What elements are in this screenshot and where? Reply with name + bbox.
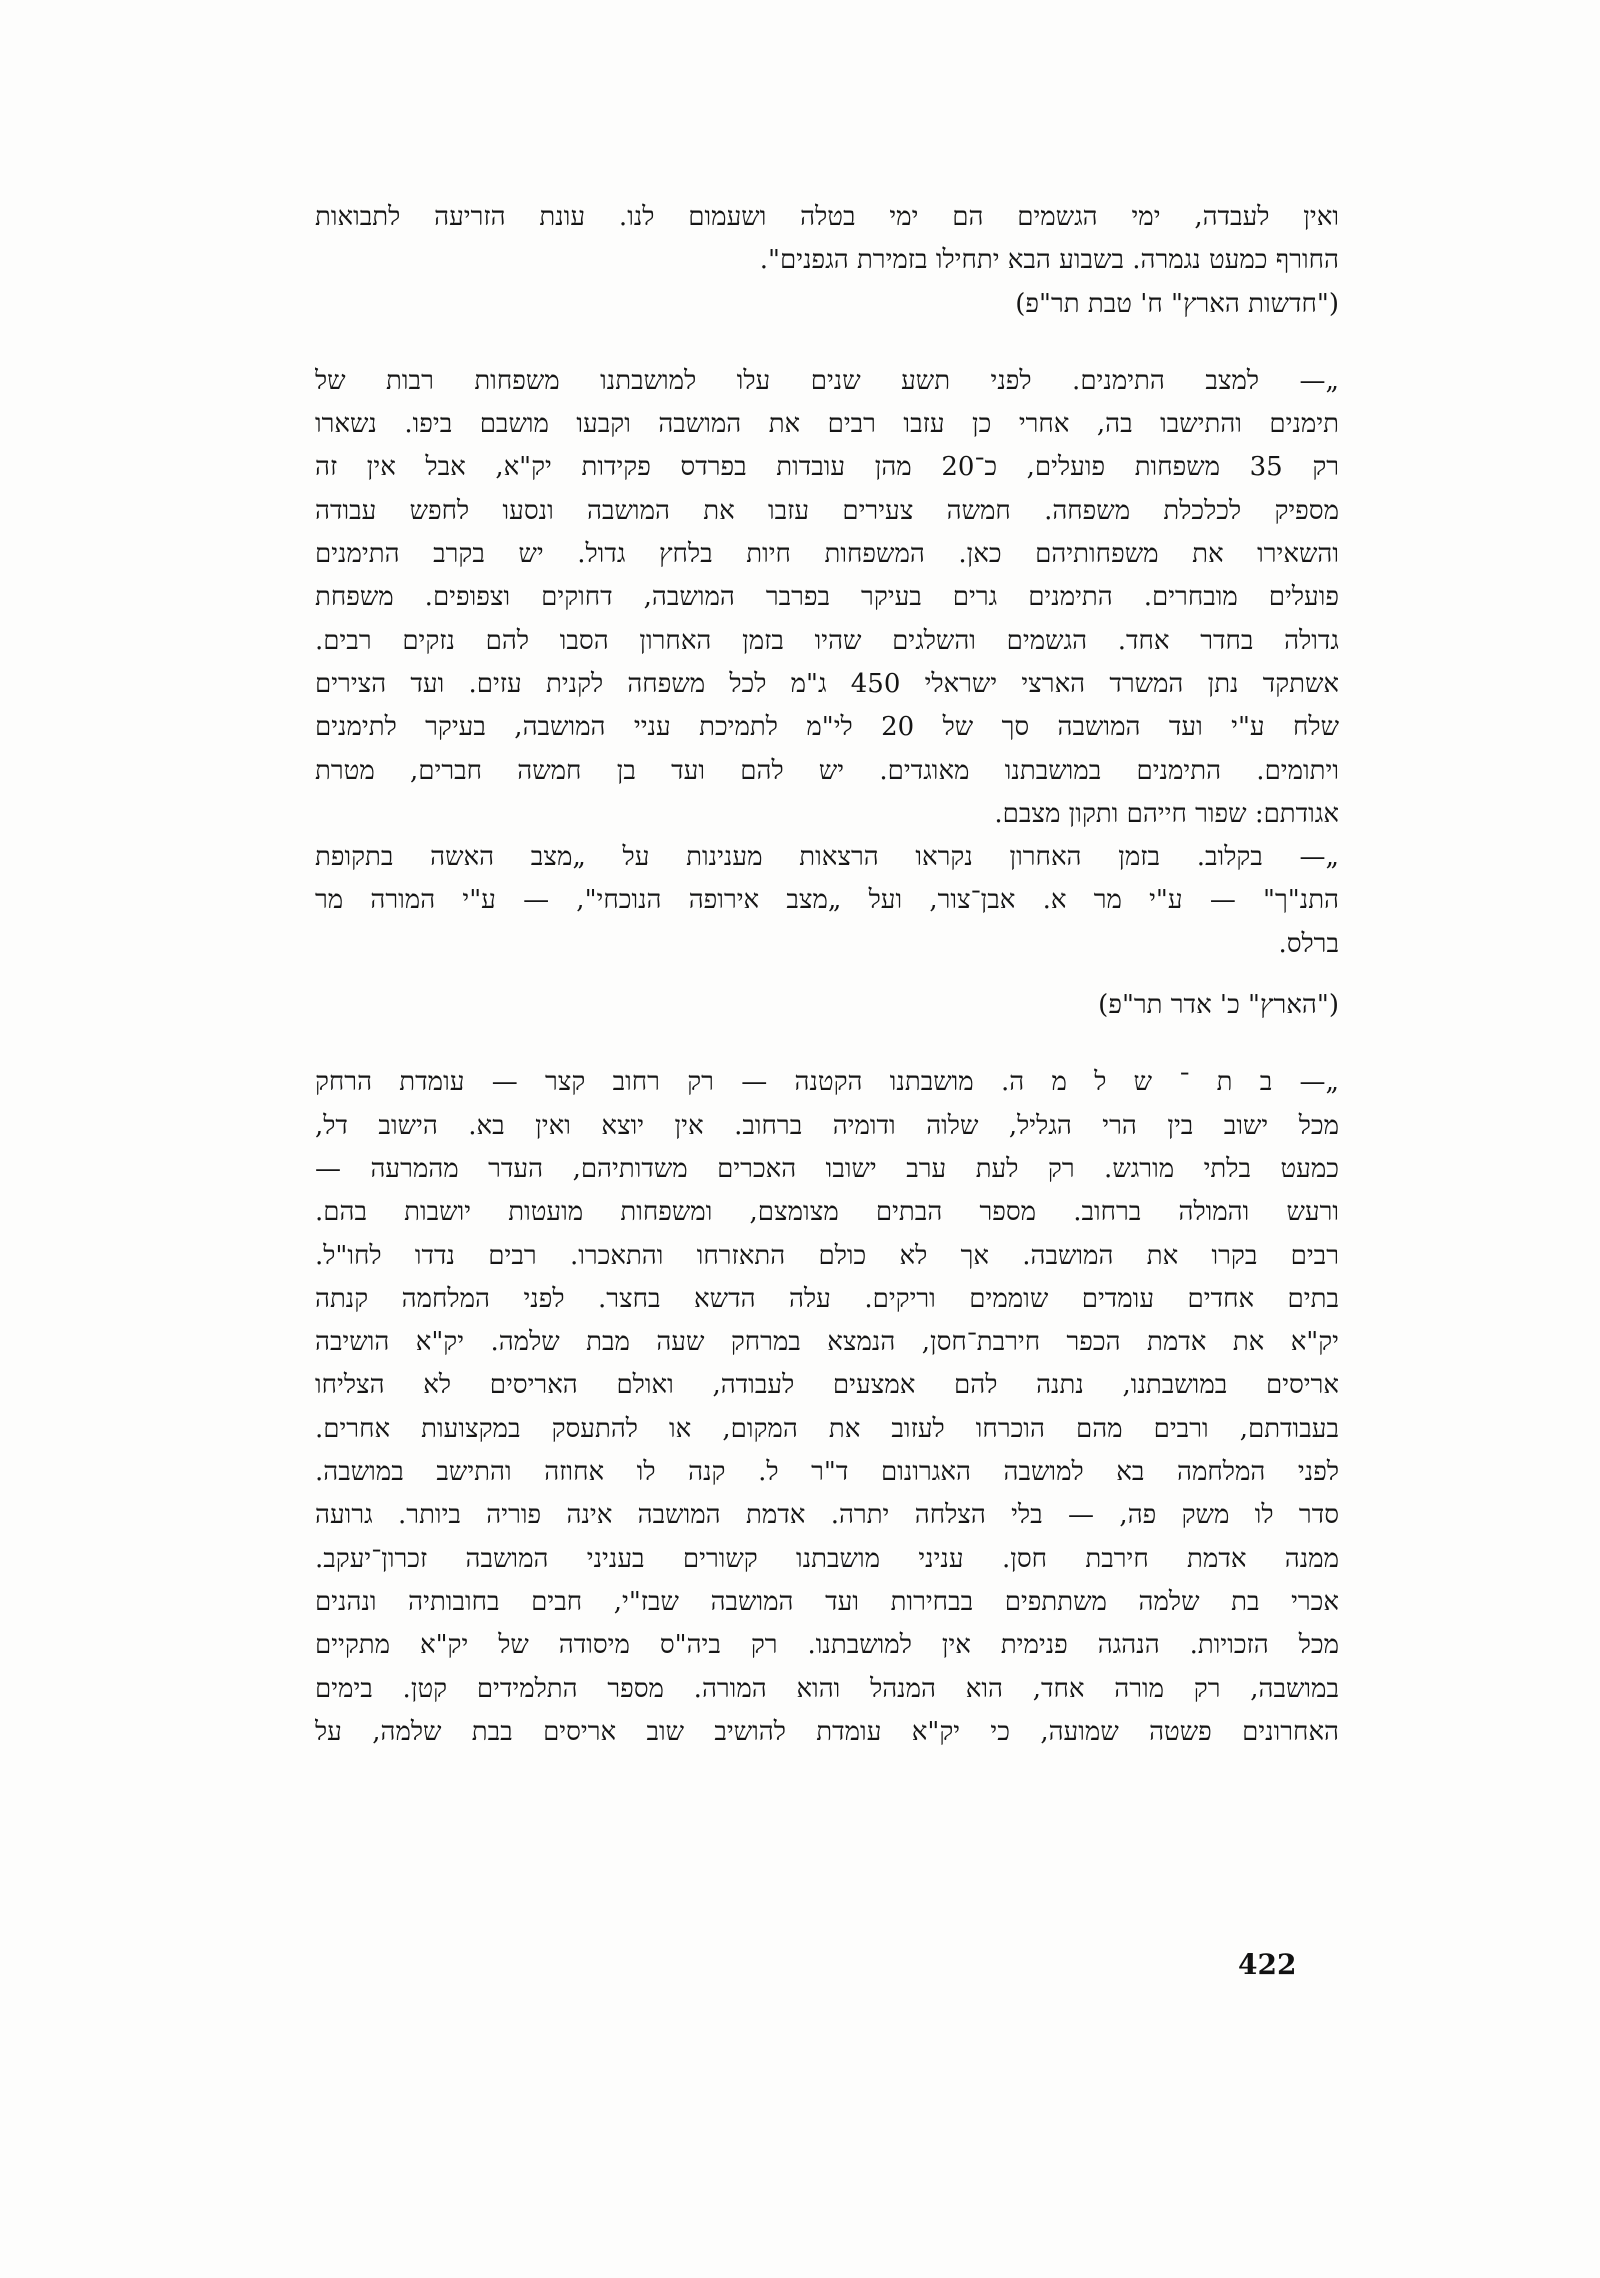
text-line: והשאירו את משפחותיהם כאן. המשפחות חיות בלחץ גדול. יש בקרב התימנים [315, 539, 1339, 570]
text-line: בעבודתם, ורבים מהם הוכרחו לעזוב את המקום, או להתעסק במקצועות אחרים. [315, 1413, 1339, 1444]
paragraph-club [315, 836, 1339, 1027]
text-line: ורעש והמולה ברחוב. מספר הבתים מצומצם, ומשפחות מועטות יושבות בהם. [315, 1197, 1339, 1228]
text-line: החורף כמעט נגמרה. בשבוע הבא יתחילו בזמירת הגפנים". [759, 245, 1339, 276]
text-line: אשתקד נתן המשרד הארצי ישראלי 450 ג"מ לכל משפחה לקנית עזים. ועד הצירים [315, 668, 1339, 699]
text-line: אגודתם: שפור חייהם ותקון מצבם. [994, 798, 1339, 829]
text-line: מכל הזכויות. הנהגה פנימית אין למושבתנו. רק ביה"ס מיסודה של יק"א מתקיים [315, 1630, 1339, 1661]
text-line: מספיק לכלכלת משפחה. חמשה צעירים עזבו את המושבה ונסעו לחפש עבודה [315, 495, 1339, 526]
text-line: „— בקלוב. בזמן האחרון נקראו הרצאות מענינות על „מצב האשה בתקופת [315, 842, 1339, 873]
text-line: אריסים במושבתנו, נתנה להם אמצעים לעבודה, ואולם האריסים לא הצליחו [315, 1370, 1339, 1401]
text-line: פועלים מובחרים. התימנים גרים בעיקר בפרבר המושבה, דחוקים וצפופים. משפחת [315, 582, 1339, 613]
text-line: לפני המלחמה בא למושבה האגרונום ד"ר ל. קנה לו אחוזה והתישב במושבה. [315, 1457, 1339, 1488]
text-line: „— ב ת ־ ש ל מ ה. מושבתנו הקטנה — רק רחוב קצר — עומדת הרחק [315, 1067, 1339, 1098]
document-body [315, 196, 1339, 1754]
text-line: רק 35 משפחות פועלים, כ־20 מהן עובדות בפרדס פקידות יק"א, אבל אין זה [315, 452, 1339, 483]
text-line: „— למצב התימנים. לפני תשע שנים עלו למושבתנו משפחות רבות של [315, 365, 1339, 396]
paragraph-bat-shlomo [315, 1061, 1339, 1754]
text-line: אכרי בת שלמה משתתפים בבחירות ועד המושבה שבז"י, חבים בחובותיה ונהנים [315, 1586, 1339, 1617]
text-line: רבים בקרו את המושבה. אך לא כולם התאזרחו והתאכרו. רבים נדדו לחו"ל. [315, 1240, 1339, 1271]
text-line: התנ"ך" — ע"י מר א. אבן־צור, ועל „מצב אירופה הנוכחי", — ע"י המורה מר [315, 885, 1339, 916]
source-citation: ("הארץ" כ' אדר תר"פ) [1098, 990, 1339, 1021]
paragraph-continuation [315, 196, 1339, 326]
text-line: במושבה, רק מורה אחד, הוא המנהל והוא המורה. מספר התלמידים קטן. בימים [315, 1673, 1339, 1704]
text-line: בתים אחדים עומדים שוממים וריקים. עלה הדשא בחצר. לפני המלחמה קנתה [315, 1283, 1339, 1314]
source-citation: ("חדשות הארץ" ח' טבת תר"פ) [1015, 288, 1339, 319]
text-line: ואין לעבדה, ימי הגשמים הם ימי בטלה ושעמום לנו. עונת הזריעה לתבואות [315, 202, 1339, 232]
text-line: ויתומים. התימנים במושבתנו מאוגדים. יש להם ועד בן חמשה חברים, מטרת [315, 755, 1339, 786]
text-line: תימנים והתישבו בה, אחרי כן עזבו רבים את המושבה וקבעו מושבם ביפו. נשארו [315, 409, 1339, 440]
text-line: האחרונים פשטה שמועה, כי יק"א עומדת להושיב שוב אריסים בבת שלמה, על [315, 1716, 1339, 1747]
text-line: ממנה אדמת חירבת חסן. עניני מושבתנו קשורים בעניני המושבה זכרון־יעקב. [315, 1543, 1339, 1574]
paragraph-yemenites [315, 360, 1339, 836]
text-line: יק"א את אדמת הכפר חירבת־חסן, הנמצא במרחק שעה מבת שלמה. יק"א הושיבה [315, 1327, 1339, 1358]
text-line: גדולה בחדר אחד. הגשמים והשלגים שהיו בזמן האחרון הסבו להם נזקים רבים. [315, 625, 1339, 656]
text-line: שלח ע"י ועד המושבה סך של 20 לי"מ לתמיכת עניי המושבה, בעיקר לתימנים [315, 712, 1339, 743]
page-number: 422 [1238, 1948, 1297, 1981]
text-line: כמעט בלתי מורגש. רק לעת ערב ישובו האכרים משדותיהם, העדר מהמרעה — [315, 1153, 1339, 1184]
text-line: סדר לו משק פה, — בלי הצלחה יתרה. אדמת המושבה אינה פוריה ביותר. גרועה [315, 1500, 1339, 1531]
text-line: מכל ישוב בין הרי הגליל, שלוה ודומיה ברחוב. אין יוצא ואין בא. הישוב דל, [315, 1110, 1339, 1141]
text-line: ברלס. [1278, 928, 1339, 959]
